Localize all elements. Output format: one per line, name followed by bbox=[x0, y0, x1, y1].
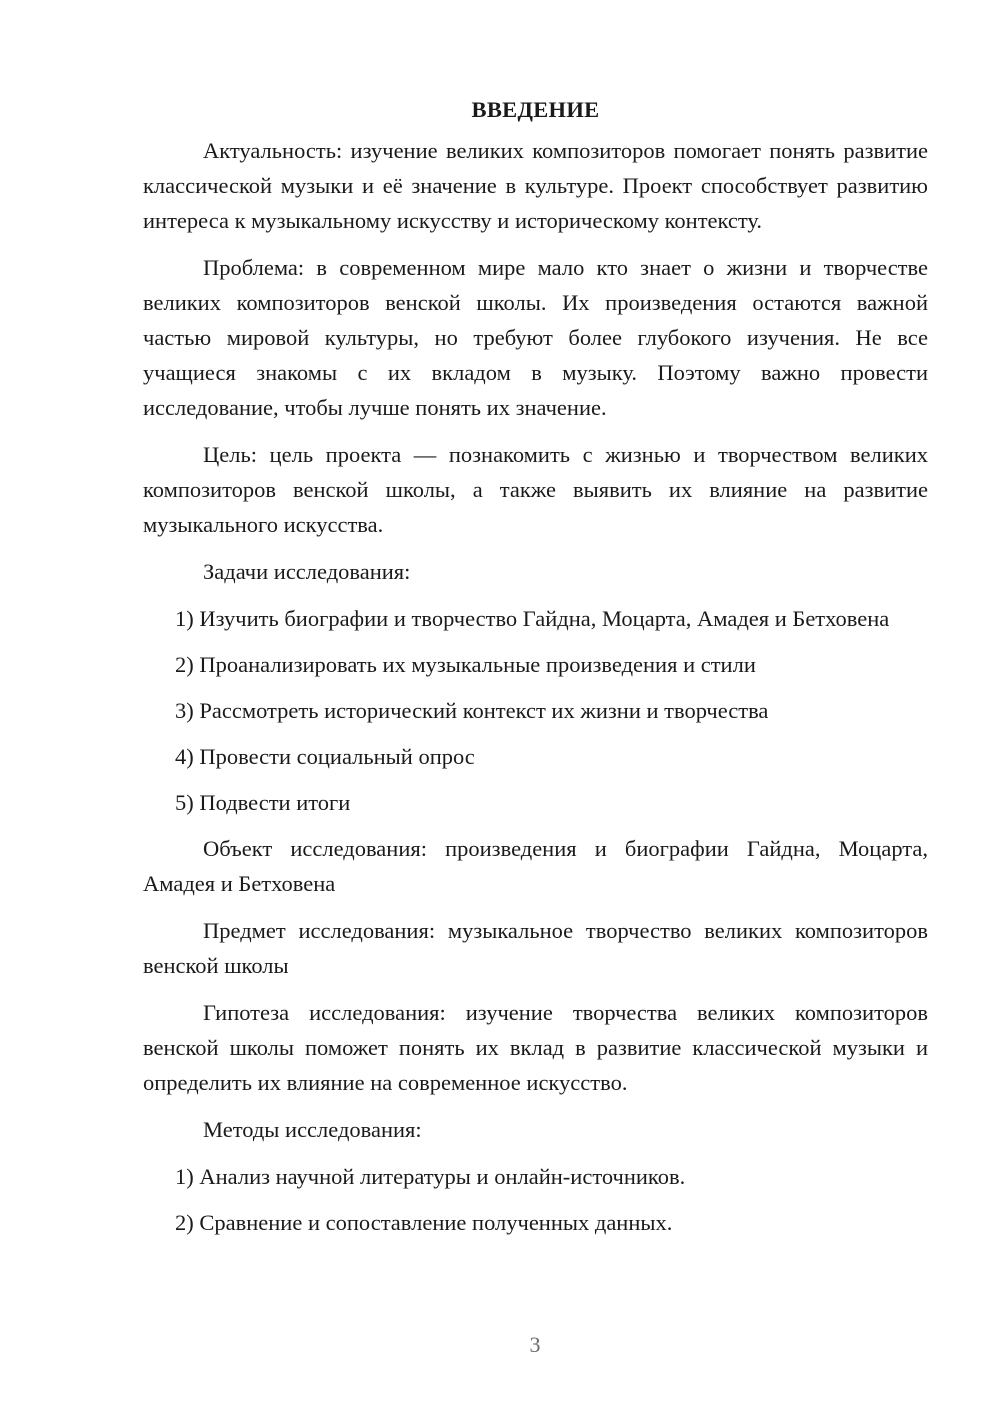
document-page bbox=[143, 92, 928, 1251]
task-item-1: 1) Изучить биографии и творчество Гайдна, Моцарта, Амадея и Бетховена bbox=[175, 606, 890, 631]
method-item-2: 2) Сравнение и сопоставление полученных данных. bbox=[175, 1210, 673, 1235]
task-item-3: 3) Рассмотреть исторический контекст их жизни и творчества bbox=[175, 698, 769, 723]
task-item-4: 4) Провести социальный опрос bbox=[175, 744, 475, 769]
task-item-2: 2) Проанализировать их музыкальные произведения и стили bbox=[175, 652, 756, 677]
problem-paragraph: Проблема: в современном мире мало кто знает о жизни и творчестве великих композиторов венской школы. Их произведения остаются важной частью мировой культуры, но требуют более глубокого изучения. Не все учащиеся знакомы с их вкладом в музыку. Поэтому важно провести исследование, чтобы лучше понять их значение. bbox=[143, 255, 928, 420]
page-number: 3 bbox=[529, 1332, 541, 1357]
methods-heading: Методы исследования: bbox=[203, 1117, 422, 1142]
object-paragraph: Объект исследования: произведения и биографии Гайдна, Моцарта, Амадея и Бетховена bbox=[143, 836, 928, 896]
tasks-heading: Задачи исследования: bbox=[203, 559, 411, 584]
goal-paragraph: Цель: цель проекта — познакомить с жизнью и творчеством великих композиторов венской школы, а также выявить их влияние на развитие музыкального искусства. bbox=[143, 442, 928, 537]
method-item-1: 1) Анализ научной литературы и онлайн-источников. bbox=[175, 1164, 686, 1189]
hypothesis-paragraph: Гипотеза исследования: изучение творчества великих композиторов венской школы поможет понять их вклад в развитие классической музыки и определить их влияние на современное искусство. bbox=[143, 1000, 928, 1095]
subject-paragraph: Предмет исследования: музыкальное творчество великих композиторов венской школы bbox=[143, 918, 928, 978]
relevance-paragraph: Актуальность: изучение великих композиторов помогает понять развитие классической музыки и её значение в культуре. Проект способствует развитию интереса к музыкальному искусству и историческому контексту. bbox=[143, 138, 928, 233]
task-item-5: 5) Подвести итоги bbox=[175, 790, 351, 815]
section-title: ВВЕДЕНИЕ bbox=[471, 97, 600, 122]
